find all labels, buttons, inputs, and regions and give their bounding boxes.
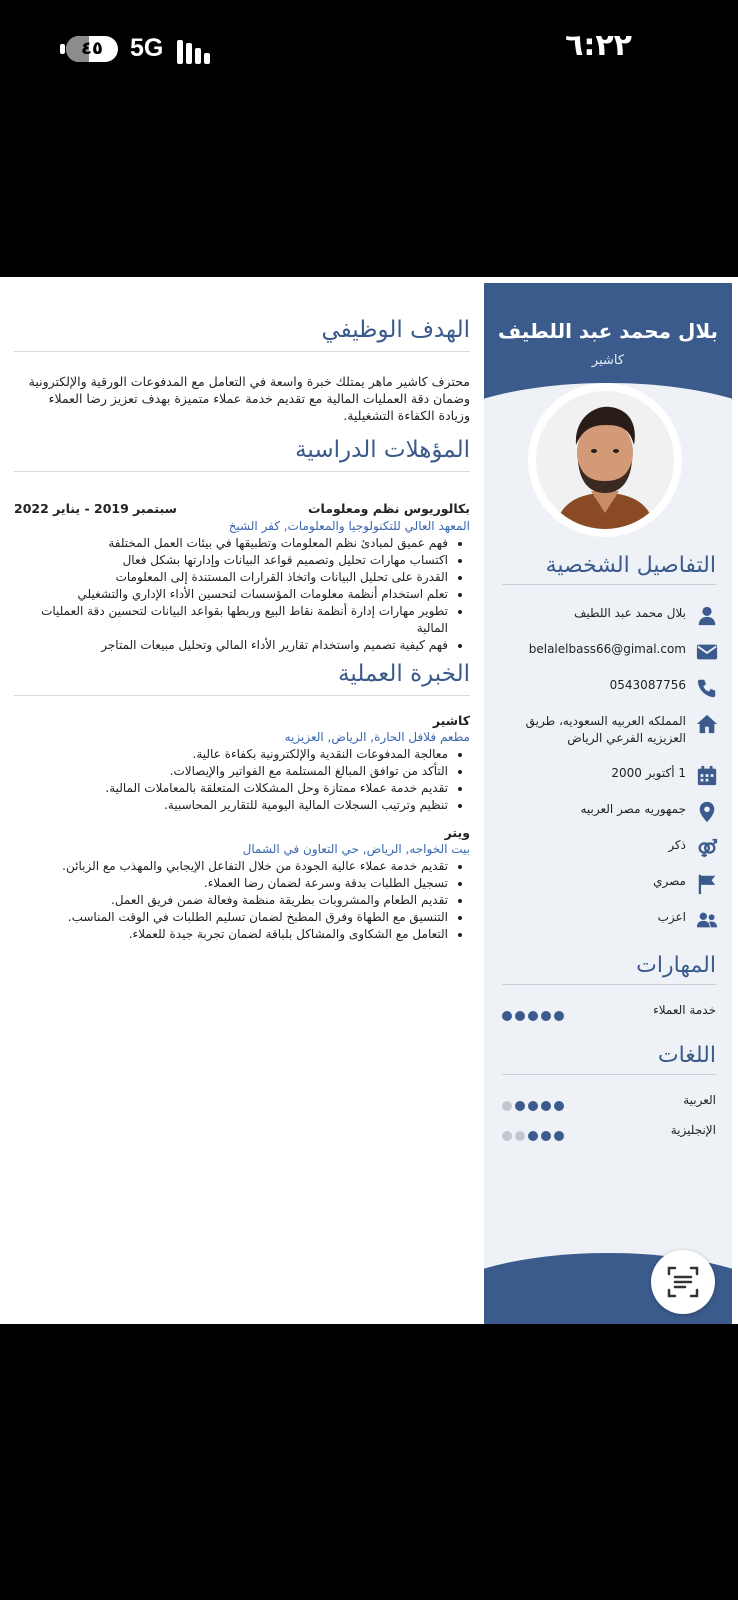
language-row [502,1123,716,1141]
rating-dot-filled [515,1011,525,1021]
rating-dot-filled [541,1101,551,1111]
language-row [502,1093,716,1111]
rating-dot-filled [528,1011,538,1021]
rating-dot-empty [515,1131,525,1141]
rating-dot-filled [528,1101,538,1111]
detail-nationality: مصري [502,873,718,890]
job-place: بيت الخواجه, الرياض, حي التعاون في الشمال [242,842,470,856]
job-place: مطعم فلافل الحارة, الرياض, العزيزيه [284,730,470,744]
rating-dot-empty [502,1131,512,1141]
detail-phone: 0543087756 [502,677,718,694]
job-title: كاشير [432,713,470,728]
list-item: • فهم عميق لمبادئ نظم المعلومات وتطبيقها في بيئات العمل المختلفة [8,535,448,552]
education-title: المؤهلات الدراسية [14,437,470,472]
envelope-icon [696,641,718,663]
flag-icon [696,873,718,895]
list-item: • تقديم خدمة عملاء ممتازة وحل المشكلات المتعلقة بالمعاملات المالية. [8,780,448,797]
list-item: • تسجيل الطلبات بدقة وسرعة لضمان رضا العملاء. [8,875,448,892]
list-item: • معالجة المدفوعات النقدية والإلكترونية بكفاءة عالية. [8,746,448,763]
detail-name: بلال محمد عبد اللطيف [502,605,718,622]
resume-main-column [14,277,470,1324]
battery-tip [60,44,65,54]
scan-text-icon [651,1250,715,1314]
job-title: ويتر [444,825,470,840]
calendar-icon [696,765,718,787]
resume-document [0,277,738,1324]
list-item: • تقديم الطعام والمشروبات بطريقة منظمة وفعالة ضمن فريق العمل. [8,892,448,909]
list-item: • تنظيم وترتيب السجلات المالية اليومية للتقارير المحاسبية. [8,797,448,814]
list-item: • تعلم استخدام أنظمة معلومات المؤسسات لتحسين الأداء الإداري والتشغيلي [8,586,448,603]
list-item: • تقديم خدمة عملاء عالية الجودة من خلال التفاعل الإيجابي والمهذب مع الزبائن. [8,858,448,875]
battery-icon [66,36,118,62]
skills-title: المهارات [502,953,716,985]
list-item: • التنسيق مع الطهاة وفرق المطبخ لضمان تسليم الطلبات في الوقت المناسب. [8,909,448,926]
network-type: 5G [130,34,164,62]
institute-name: المعهد العالي للتكنولوجيا والمعلومات, كفر الشيخ [228,519,470,533]
clock: ٦:٢٢ [565,28,632,63]
detail-gender: ذكر [502,837,718,854]
rating-dot-filled [515,1101,525,1111]
status-bar [0,0,738,100]
skill-rating [502,1006,567,1018]
gender-icon [696,837,718,859]
detail-nationality-country: جمهوريه مصر العربيه [502,801,718,818]
list-item: • تطوير مهارات إدارة أنظمة نقاط البيع وربطها بقواعد البيانات لتحسين دقة العمليات المالية [8,603,448,637]
list-item: • فهم كيفية تصميم واستخدام تقارير الأداء المالي وتحليل مبيعات المتاجر [8,637,448,654]
candidate-name: بلال محمد عبد اللطيف [497,319,719,343]
experience-title: الخبرة العملية [14,661,470,696]
degree-date: سبتمبر 2019 - يناير 2022 [14,501,177,516]
degree-title: بكالوريوس نظم ومعلومات [307,501,470,516]
list-item: • اكتساب مهارات تحليل وتصميم قواعد البيانات وإدارتها بشكل فعال [8,552,448,569]
people-icon [696,909,718,931]
job-bullets [8,858,470,943]
objective-title: الهدف الوظيفي [14,317,470,352]
list-item: • التأكد من توافق المبالغ المستلمة مع الفواتير والإيصالات. [8,763,448,780]
rating-dot-filled [528,1131,538,1141]
list-item: • القدرة على تحليل البيانات واتخاذ القرارات المستندة إلى المعلومات [8,569,448,586]
language-label: العربية [683,1093,716,1107]
detail-address: المملكه العربيه السعوديه، طريق العزيزيه الفرعي الرياض [502,713,718,747]
language-label: الإنجليزية [670,1123,716,1137]
list-item: • التعامل مع الشكاوى والمشاكل بلباقة لضمان تجربة جيدة للعملاء. [8,926,448,943]
rating-dot-filled [554,1011,564,1021]
skill-row [502,1003,716,1021]
scan-text-button[interactable] [651,1250,715,1314]
battery-percentage: ٤٥ [81,38,103,59]
candidate-role: كاشير [591,353,625,368]
education-bullets [8,535,470,654]
rating-dot-empty [502,1101,512,1111]
skill-label: خدمة العملاء [653,1003,716,1017]
profile-photo [528,383,682,537]
resume-sidebar [484,283,732,1324]
languages-title: اللغات [502,1043,716,1075]
detail-birthdate: 1 أكتوبر 2000 [502,765,718,782]
job-bullets [8,746,470,814]
person-icon [696,605,718,627]
language-rating [502,1096,567,1108]
location-pin-icon [696,801,718,823]
avatar [536,391,674,529]
objective-text: محترف كاشير ماهر يمتلك خبرة واسعة في التعامل مع المدفوعات الورقية والإلكترونية وضمان دقة العمليات المالية مع تقديم خدمة عملاء متميزة بهدف تعزيز رضا العملاء وزيادة الكفاءة التشغيلية. [28,374,470,423]
phone-icon [696,677,718,699]
signal-icon [177,38,217,64]
personal-details-title: التفاصيل الشخصية [502,553,716,585]
detail-marital-status: اعزب [502,909,718,926]
detail-email: belalelbass66@gimal.com [502,641,718,658]
home-icon [696,713,718,735]
rating-dot-filled [502,1011,512,1021]
rating-dot-filled [554,1101,564,1111]
rating-dot-filled [541,1131,551,1141]
language-rating [502,1126,567,1138]
rating-dot-filled [541,1011,551,1021]
rating-dot-filled [554,1131,564,1141]
